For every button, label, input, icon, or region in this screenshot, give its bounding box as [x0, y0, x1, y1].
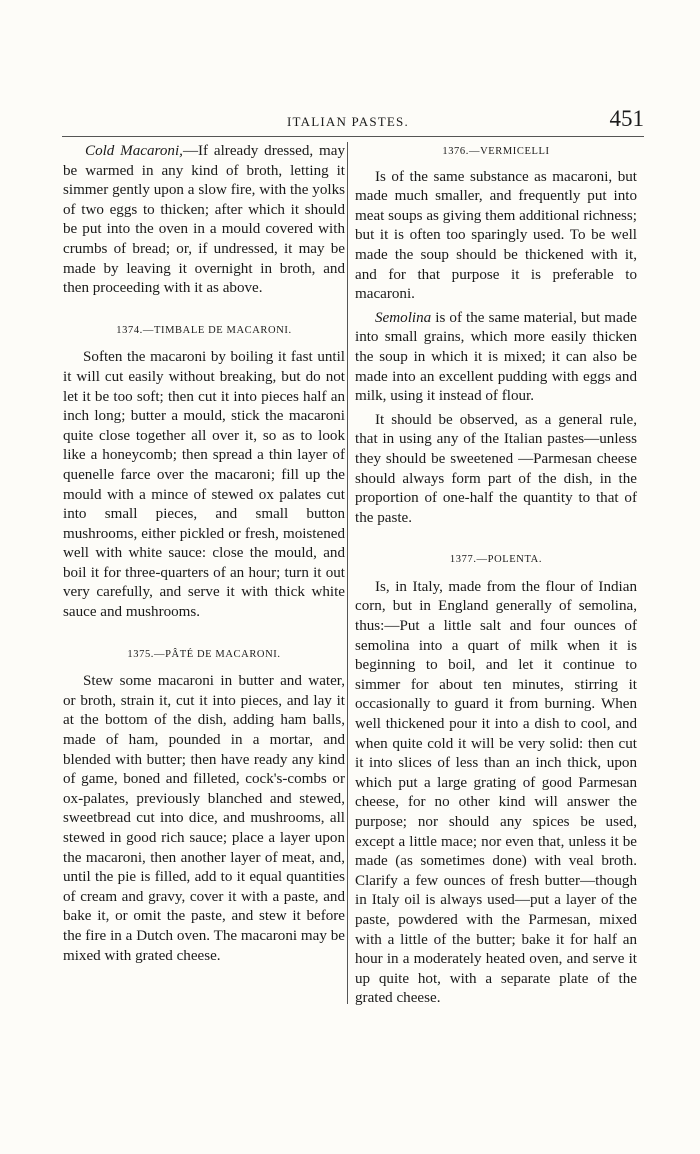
semolina-lead: Semolina [375, 309, 432, 326]
cold-macaroni-text: —If already dressed, may be warmed in any kind of broth, letting it simmer gently upon a slow fire, with the yolks of two eggs to thicken; after which it should be put into the oven in a mould covered with crumbs of bread; or, if undressed, it may be made by leaving it overnight in broth, and then proceeding with it as above. [63, 143, 346, 297]
cold-macaroni-lead: Cold Macaroni, [85, 143, 183, 159]
heading-1377: 1377.—POLENTA. [449, 554, 543, 566]
heading-1376: 1376.—VERMICELLI [442, 146, 550, 157]
page-header [62, 108, 644, 137]
heading-1374: 1374.—TIMBALE DE MACARONI. [116, 324, 292, 336]
recipe-1374-text: Soften the macaroni by boiling it fast until it will cut easily without breaking, but do not let it be too soft; then cut it into pieces half an inch long; butter a mould, stick the macaroni quite close together all over it, so as to look like a honeycomb; then spread a thin layer of quenelle farce over the macaroni; fill up the mould with a mince of stewed ox palates cut into small pieces, and small button mushrooms, either pickled or fresh, moistened well with white sauce: close the mould, and boil it for three-quarters of an hour; turn it out very carefully, and serve it with thick white sauce and mushrooms. [63, 349, 345, 621]
right-column [355, 142, 637, 1013]
left-column [63, 142, 345, 970]
recipe-1377-text: Is, in Italy, made from the flour of Indian corn, but in England generally of semolina, thus:—Put a little salt and four ounces of semolina into a quart of milk when it is beginning to boil, and let it continue to simmer for about ten minutes, stirring it occasionally to guard it from burning. When well thickened pour it into a dish to cool, and when quite cold it will be very solid: then cut it into slices of less than an inch thick, upon which put a large grating of good Parmesan cheese, for no other kind will answer the purpose; nor should any spices be used, except a little mace; nor even that, unless it be made (as sometimes done) with veal broth. Clarify a few ounces of fresh butter—though in Italy oil is always used—put a layer of the paste, powdered with the Parmesan, mixed with a little of the butter; bake it for half an hour in a moderately heated oven, and serve it up quite hot, with a separate plate of the grated cheese. [355, 578, 637, 1007]
column-divider [347, 142, 348, 1004]
running-head: ITALIAN PASTES. [287, 114, 409, 129]
recipe-1376-text: Is of the same substance as macaroni, but made much smaller, and frequently put into meat soups as giving them additional richness; but it is often too sparingly used. To be well made the soup should be thickened with it, and for that purpose it is preferable to macaroni. [355, 168, 637, 303]
page-number: 451 [609, 106, 644, 131]
semolina-paragraph [355, 309, 637, 407]
heading-1375: 1375.—PÂTÉ DE MACARONI. [127, 648, 281, 660]
recipe-1375-text: Stew some macaroni in butter and water, or broth, strain it, cut it into pieces, and lay it at the bottom of the dish, adding ham balls, made of ham, pounded in a mortar, and blended with butter; then have ready any kind of game, boned and filleted, cock's-combs or ox-palates, previously blanched and stewed, sweetbread cut into dice, and mushrooms, all stewed in good rich sauce; place a layer upon the macaroni, then another layer of meat, and, until the pie is filled, add to it equal quantities of cream and gravy, cover it with a paste, and bake it, or omit the paste, and stew it before the fire in a Dutch oven. The macaroni may be mixed with grated cheese. [63, 673, 345, 964]
semolina-text: is of the same material, but made into small grains, which more easily thicken the soup in which it is mixed; it can also be made into an excellent pudding with eggs and milk, using it instead of flour. [355, 309, 637, 405]
cold-macaroni-paragraph [63, 142, 345, 299]
italian-pastes-note: It should be observed, as a general rule, that in using any of the Italian pastes—unless they should be sweetened —Parmesan cheese should always form part of the dish, in the proportion of one-half the quantity to that of the paste. [355, 411, 637, 526]
